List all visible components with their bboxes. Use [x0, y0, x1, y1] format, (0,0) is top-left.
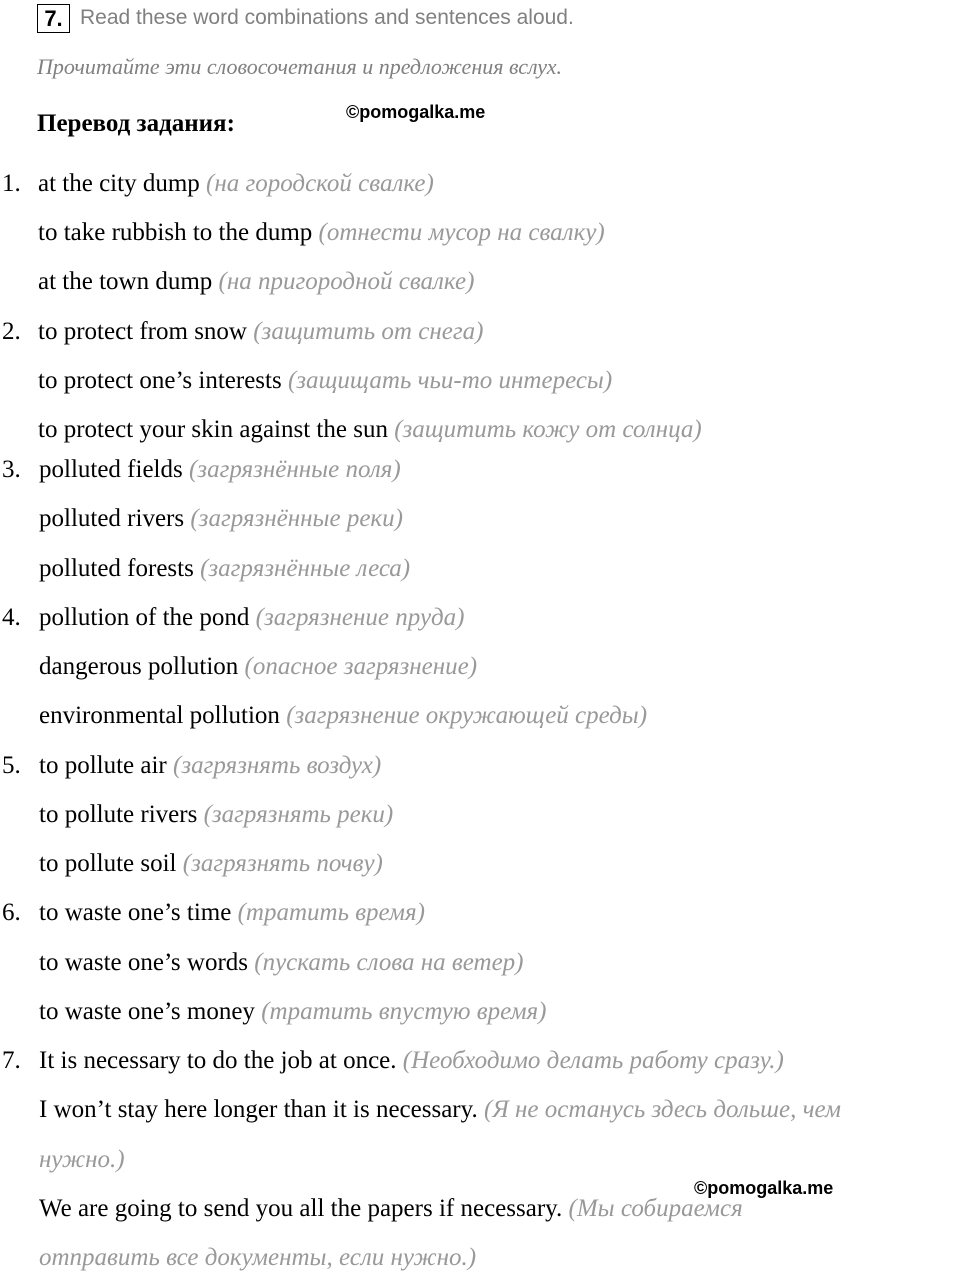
sentence-translation: (Я не останусь здесь дольше, чем	[484, 1096, 841, 1123]
phrase-translation: (загрязнение окружающей среды)	[286, 702, 648, 729]
list-item	[38, 219, 605, 247]
phrase-en: environmental pollution	[39, 702, 280, 729]
list-item	[39, 752, 381, 780]
phrase-translation: (тратить впустую время)	[261, 998, 547, 1025]
list-item	[39, 1244, 476, 1272]
list-item	[39, 456, 401, 484]
phrase-en: to pollute rivers	[39, 801, 198, 828]
list-item	[38, 416, 702, 444]
list-item	[39, 998, 546, 1026]
task-number: 7.	[37, 4, 70, 33]
list-item	[39, 1146, 125, 1174]
phrase-translation: (защищать чьи-то интересы)	[287, 367, 613, 394]
phrase-translation: (загрязнённые поля)	[188, 456, 401, 483]
sentence-en: We are going to send you all the papers if necessary.	[39, 1195, 563, 1222]
list-item	[39, 1096, 841, 1124]
phrase-en: to protect from snow	[38, 318, 247, 345]
phrase-en: to pollute air	[39, 752, 167, 779]
phrase-en: to waste one’s words	[39, 949, 248, 976]
list-item	[38, 318, 483, 346]
phrase-en: to protect one’s interests	[38, 367, 282, 394]
list-item	[38, 170, 434, 198]
list-item	[39, 899, 425, 927]
list-item	[39, 653, 477, 681]
phrase-translation: (загрязнённые леса)	[200, 555, 411, 582]
sentence-en: I won’t stay here longer than it is necessary.	[39, 1096, 478, 1123]
phrase-translation: (опасное загрязнение)	[244, 653, 478, 680]
phrase-en: to waste one’s money	[39, 998, 255, 1025]
watermark: ©pomogalka.me	[694, 1178, 834, 1198]
list-item	[39, 702, 647, 730]
item-number: 3.	[2, 456, 21, 483]
phrase-translation: (загрязнять реки)	[203, 801, 394, 828]
phrase-en: polluted rivers	[39, 505, 185, 532]
item-number: 5.	[2, 752, 21, 779]
list-item	[39, 801, 393, 829]
phrase-translation: (загрязнение пруда)	[255, 604, 465, 631]
item-number: 6.	[2, 899, 21, 926]
translation-heading: Перевод задания:	[37, 110, 235, 137]
phrase-en: to pollute soil	[39, 850, 177, 877]
phrase-translation: (загрязнённые реки)	[190, 505, 403, 532]
phrase-translation: (защитить кожу от солнца)	[394, 416, 702, 443]
item-number: 1.	[2, 170, 21, 197]
task-instruction-en: Read these word combinations and sentences aloud.	[80, 6, 574, 29]
watermark: ©pomogalka.me	[346, 102, 486, 122]
phrase-translation: (пускать слова на ветер)	[254, 949, 524, 976]
phrase-translation: (тратить время)	[237, 899, 425, 926]
list-item	[39, 850, 383, 878]
phrase-en: polluted forests	[39, 555, 194, 582]
sentence-translation: отправить все документы, если нужно.)	[39, 1244, 477, 1271]
phrase-translation: (загрязнять почву)	[182, 850, 383, 877]
list-item	[39, 505, 403, 533]
phrase-en: to take rubbish to the dump	[38, 219, 313, 246]
list-item	[39, 1195, 743, 1223]
list-item	[38, 367, 612, 395]
item-number: 2.	[2, 318, 21, 345]
list-item	[39, 555, 410, 583]
sentence-en: It is necessary to do the job at once.	[39, 1047, 397, 1074]
phrase-translation: (загрязнять воздух)	[173, 752, 382, 779]
phrase-en: at the city dump	[38, 170, 200, 197]
item-number: 7.	[2, 1047, 21, 1074]
phrase-translation: (на пригородной свалке)	[218, 268, 475, 295]
item-number: 4.	[2, 604, 21, 631]
phrase-en: polluted fields	[39, 456, 183, 483]
phrase-en: pollution of the pond	[39, 604, 250, 631]
phrase-translation: (защитить от снега)	[253, 318, 484, 345]
phrase-translation: (на городской свалке)	[206, 170, 434, 197]
sentence-translation: (Необходимо делать работу сразу.)	[402, 1047, 784, 1074]
list-item	[39, 949, 524, 977]
list-item	[38, 268, 474, 296]
sentence-translation: (Мы собираемся	[568, 1195, 743, 1222]
phrase-en: to protect your skin against the sun	[38, 416, 388, 443]
sentence-translation: нужно.)	[39, 1146, 125, 1173]
phrase-en: dangerous pollution	[39, 653, 239, 680]
list-item	[39, 1047, 784, 1075]
phrase-en: at the town dump	[38, 268, 213, 295]
phrase-translation: (отнести мусор на свалку)	[318, 219, 605, 246]
list-item	[39, 604, 464, 632]
task-instruction-ru: Прочитайте эти словосочетания и предложения вслух.	[37, 54, 563, 79]
phrase-en: to waste one’s time	[39, 899, 232, 926]
